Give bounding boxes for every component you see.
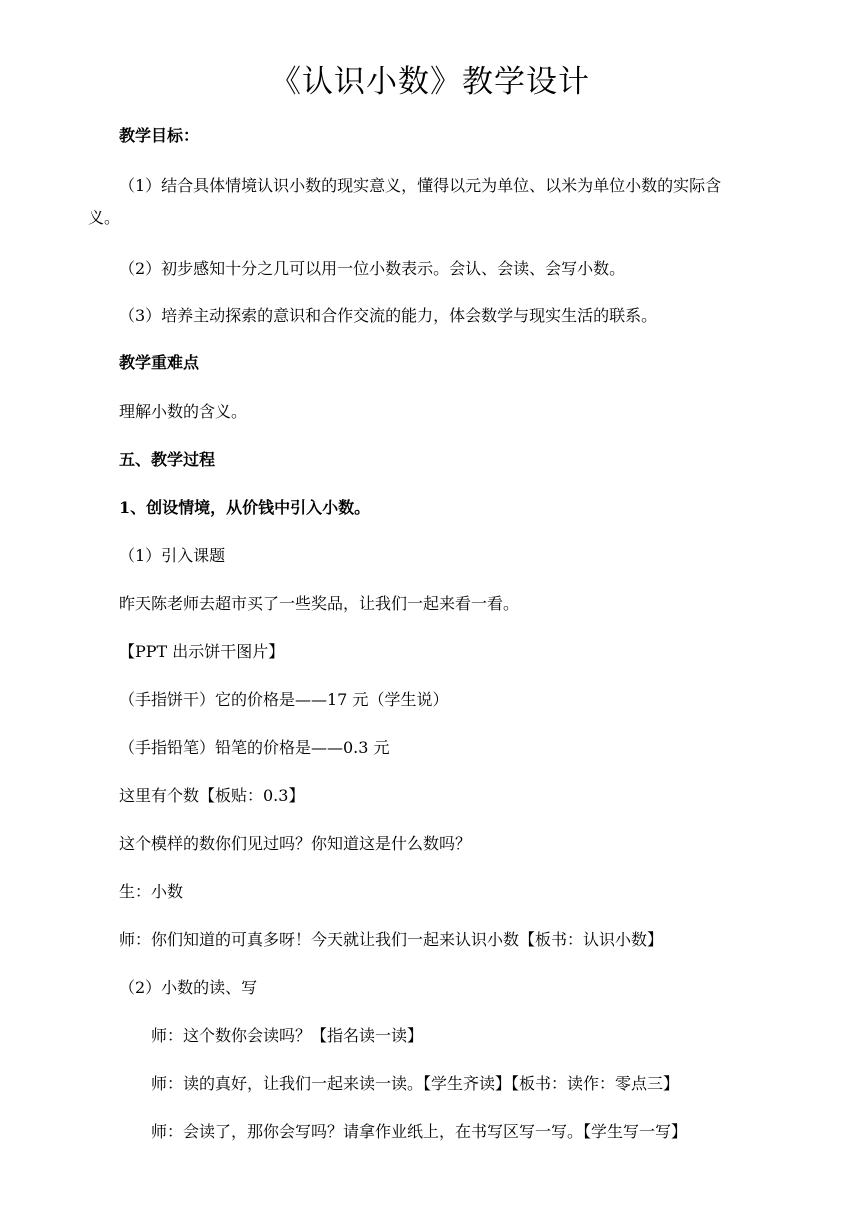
key-points-text: 理解小数的含义。 [119, 402, 248, 421]
paragraph: 这里有个数【板贴：0.3】 [119, 786, 305, 805]
paragraph: 师：会读了，那你会写吗？请拿作业纸上，在书写区写一写。【学生写一写】 [151, 1122, 688, 1141]
paragraph: （手指饼干）它的价格是——17 元（学生说） [119, 690, 449, 709]
paragraph: 昨天陈老师去超市买了一些奖品，让我们一起来看一看。 [119, 594, 520, 613]
paragraph: 师：这个数你会读吗？【指名读一读】 [151, 1026, 424, 1045]
subsection-1: （1）引入课题 [119, 546, 226, 565]
key-points-heading: 教学重难点 [119, 353, 200, 372]
objective-1-line-2: 义。 [88, 208, 121, 227]
paragraph: 师：读的真好，让我们一起来读一读。【学生齐读】【板书：读作：零点三】 [151, 1074, 680, 1093]
objective-1-line-1: （1）结合具体情境认识小数的现实意义，懂得以元为单位、以米为单位小数的实际含 [119, 176, 722, 195]
objective-2: （2）初步感知十分之几可以用一位小数表示。会认、会读、会写小数。 [119, 259, 626, 278]
paragraph: 师：你们知道的可真多呀！今天就让我们一起来认识小数【板书：认识小数】 [119, 930, 664, 949]
document-title: 《认识小数》教学设计 [270, 64, 590, 100]
process-heading: 五、教学过程 [119, 450, 216, 469]
paragraph: 生：小数 [119, 882, 184, 901]
objective-3: （3）培养主动探索的意识和合作交流的能力，体会数学与现实生活的联系。 [119, 306, 658, 325]
subsection-2: （2）小数的读、写 [119, 978, 258, 997]
paragraph: 这个模样的数你们见过吗？你知道这是什么数吗？ [119, 834, 472, 853]
objectives-heading: 教学目标： [119, 126, 200, 145]
paragraph: 【PPT 出示饼干图片】 [119, 642, 285, 661]
paragraph: （手指铅笔）铅笔的价格是——0.3 元 [119, 738, 390, 757]
step-1-heading: 1、创设情境，从价钱中引入小数。 [119, 498, 371, 517]
